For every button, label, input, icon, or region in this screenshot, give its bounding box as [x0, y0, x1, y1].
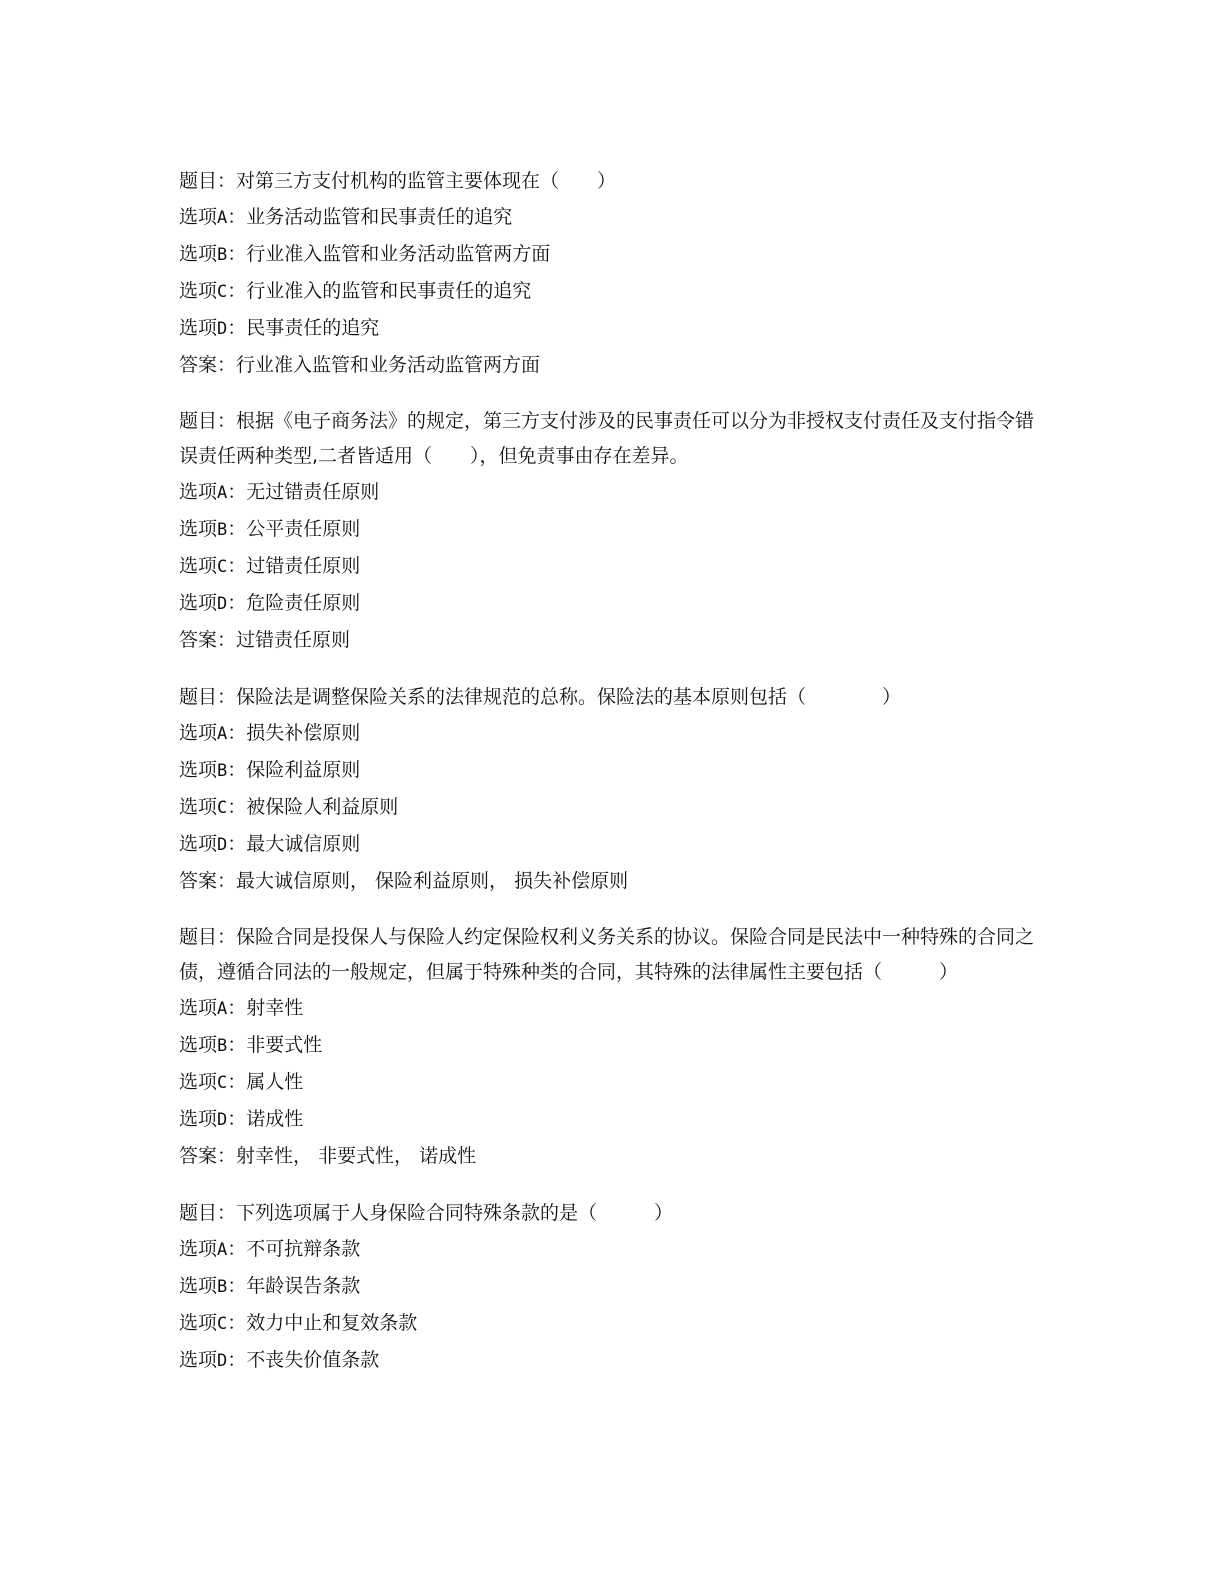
option-text: ：最大诚信原则	[227, 833, 361, 855]
option-a	[179, 990, 1039, 1027]
question-text: 题目：保险法是调整保险关系的法律规范的总称。保险法的基本原则包括（ ）	[179, 686, 902, 708]
option-c	[179, 1305, 1039, 1342]
option-b	[179, 752, 1039, 789]
option-letter: C	[217, 557, 228, 577]
option-text: ：行业准入的监管和民事责任的追究	[227, 280, 532, 302]
option-letter: C	[217, 1314, 228, 1334]
document-page	[179, 163, 1039, 1400]
option-d	[179, 585, 1039, 622]
option-prefix: 选项	[179, 722, 218, 744]
option-prefix: 选项	[179, 1349, 218, 1371]
question-text: 题目：对第三方支付机构的监管主要体现在（ ）	[179, 170, 617, 192]
option-letter: D	[217, 1351, 228, 1371]
option-letter: A	[217, 999, 228, 1019]
answer-text: 答案：最大诚信原则， 保险利益原则， 损失补偿原则	[179, 870, 629, 892]
option-text: ：业务活动监管和民事责任的追究	[227, 206, 513, 228]
question-block	[179, 404, 1039, 658]
option-text: ：属人性	[227, 1071, 304, 1093]
option-prefix: 选项	[179, 1071, 218, 1093]
option-b	[179, 511, 1039, 548]
option-c	[179, 548, 1039, 585]
option-text: ：非要式性	[227, 1034, 323, 1056]
option-letter: C	[217, 798, 228, 818]
option-a	[179, 715, 1039, 752]
option-text: ：不可抗辩条款	[227, 1238, 361, 1260]
option-prefix: 选项	[179, 1238, 218, 1260]
option-text: ：无过错责任原则	[227, 481, 380, 503]
question-text: 题目：根据《电子商务法》的规定，第三方支付涉及的民事责任可以分为非授权支付责任及支付指令错误责任两种类型,二者皆适用（ ），但免责事由存在差异。	[179, 410, 1035, 467]
option-prefix: 选项	[179, 592, 218, 614]
question-block	[179, 163, 1039, 383]
answer-text: 答案：射幸性， 非要式性， 诺成性	[179, 1145, 477, 1167]
option-a	[179, 199, 1039, 236]
option-text: ：损失补偿原则	[227, 722, 361, 744]
option-text: ：被保险人利益原则	[227, 796, 399, 818]
option-prefix: 选项	[179, 1312, 218, 1334]
option-letter: B	[217, 761, 228, 781]
option-text: ：过错责任原则	[227, 555, 361, 577]
question-block	[179, 920, 1039, 1174]
option-text: ：诺成性	[227, 1108, 304, 1130]
option-text: ：射幸性	[227, 997, 304, 1019]
option-text: ：公平责任原则	[227, 518, 361, 540]
option-prefix: 选项	[179, 1108, 218, 1130]
option-text: ：不丧失价值条款	[227, 1349, 380, 1371]
option-c	[179, 1064, 1039, 1101]
option-d	[179, 310, 1039, 347]
option-letter: D	[217, 1110, 228, 1130]
option-prefix: 选项	[179, 280, 218, 302]
option-text: ：保险利益原则	[227, 759, 361, 781]
option-d	[179, 1101, 1039, 1138]
option-b	[179, 236, 1039, 273]
option-letter: B	[217, 1036, 228, 1056]
option-prefix: 选项	[179, 243, 218, 265]
option-letter: A	[217, 1240, 228, 1260]
question-block	[179, 1195, 1039, 1379]
option-prefix: 选项	[179, 997, 218, 1019]
option-letter: C	[217, 282, 228, 302]
option-letter: D	[217, 594, 228, 614]
option-prefix: 选项	[179, 1034, 218, 1056]
option-text: ：民事责任的追究	[227, 317, 380, 339]
question-text: 题目：保险合同是投保人与保险人约定保险权利义务关系的协议。保险合同是民法中一种特殊的合同之债，遵循合同法的一般规定，但属于特殊种类的合同，其特殊的法律属性主要包括（ ）	[179, 926, 1035, 983]
option-text: ：年龄误告条款	[227, 1275, 361, 1297]
answer-text: 答案：过错责任原则	[179, 629, 351, 651]
option-letter: A	[217, 483, 228, 503]
option-d	[179, 1342, 1039, 1379]
option-letter: C	[217, 1073, 228, 1093]
option-prefix: 选项	[179, 796, 218, 818]
question-block	[179, 679, 1039, 899]
option-text: ：行业准入监管和业务活动监管两方面	[227, 243, 551, 265]
question-text: 题目：下列选项属于人身保险合同特殊条款的是（ ）	[179, 1202, 674, 1224]
option-prefix: 选项	[179, 481, 218, 503]
option-d	[179, 826, 1039, 863]
option-letter: D	[217, 835, 228, 855]
option-a	[179, 474, 1039, 511]
option-prefix: 选项	[179, 206, 218, 228]
option-c	[179, 273, 1039, 310]
option-text: ：效力中止和复效条款	[227, 1312, 418, 1334]
option-letter: B	[217, 1277, 228, 1297]
option-prefix: 选项	[179, 833, 218, 855]
option-c	[179, 789, 1039, 826]
option-prefix: 选项	[179, 518, 218, 540]
option-text: ：危险责任原则	[227, 592, 361, 614]
option-prefix: 选项	[179, 317, 218, 339]
option-letter: A	[217, 724, 228, 744]
option-letter: A	[217, 208, 228, 228]
answer-text: 答案：行业准入监管和业务活动监管两方面	[179, 354, 541, 376]
option-prefix: 选项	[179, 759, 218, 781]
option-letter: B	[217, 245, 228, 265]
option-letter: D	[217, 319, 228, 339]
option-a	[179, 1231, 1039, 1268]
option-prefix: 选项	[179, 555, 218, 577]
option-letter: B	[217, 520, 228, 540]
option-b	[179, 1268, 1039, 1305]
option-prefix: 选项	[179, 1275, 218, 1297]
option-b	[179, 1027, 1039, 1064]
